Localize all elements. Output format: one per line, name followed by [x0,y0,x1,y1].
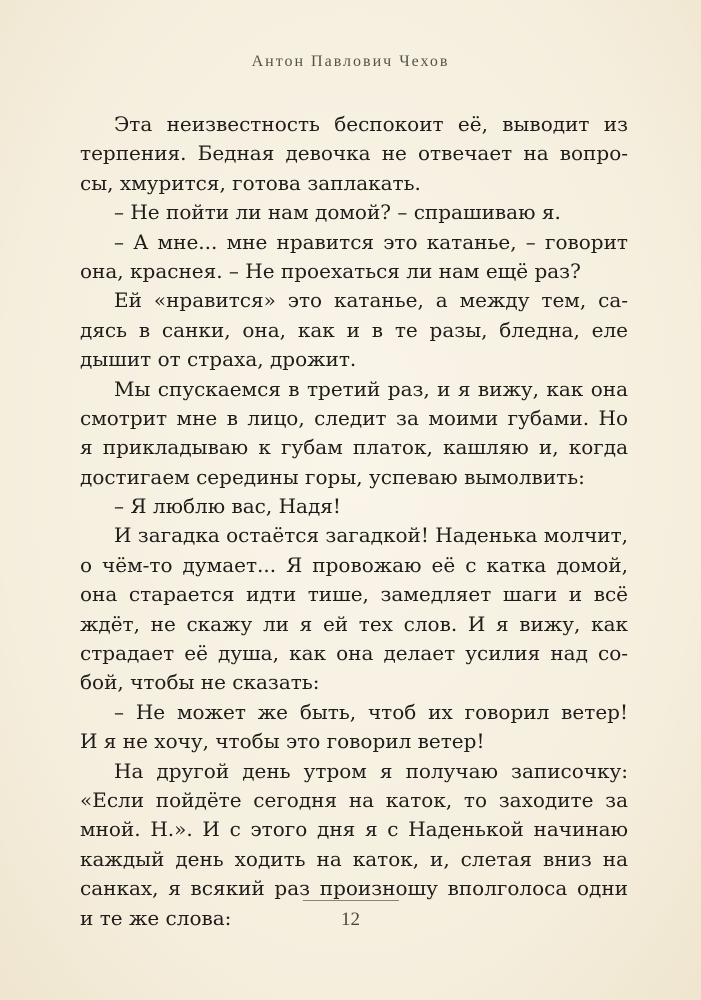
page-number: 12 [341,909,360,930]
text-line: – Я люблю вас, Надя! [114,494,341,519]
text-line: дышит от страха, дрожит. [80,347,357,372]
text-line: смотрит мне в лицо, следит за моими губами. Но [80,405,628,430]
text-line: ждёт, не скажу ли я ей тех слов. И я вижу, как [80,611,628,636]
text-line: – Не может же быть, чтоб их говорил ветер! [114,699,628,724]
text-line: Мы спускаемся в третий раз, и я вижу, как она [114,376,628,401]
text-line: достигаем середины горы, успеваю вымолвить: [80,464,585,489]
text-line: – А мне... мне нравится это катанье, – говорит [114,229,628,254]
footer-rule [303,900,399,901]
text-line: страдает её душа, как она делает усилия над со- [80,641,628,666]
text-line: «Если пойдёте сегодня на каток, то заходите за [80,787,628,812]
text-line: она старается идти тише, замедляет шаги и всё [80,582,628,607]
text-line: и те же слова: [80,905,232,930]
text-line: Ей «нравится» это катанье, а между тем, са- [114,288,628,313]
text-line: И загадка остаётся загадкой! Наденька молчит, [114,523,629,548]
text-line: мной. Н.». И с этого дня я с Наденькой начинаю [80,817,628,842]
text-line: сы, хмурится, готова заплакать. [80,170,421,195]
text-line: я прикладываю к губам платок, кашляю и, когда [80,435,628,460]
text-line: о чём-то думает... Я провожаю её с катка домой, [80,552,628,577]
text-line: терпения. Бедная девочка не отвечает на вопро- [80,141,628,166]
body-text [80,110,628,933]
text-line: санках, я всякий раз произношу вполголоса одни [80,876,628,901]
text-line: На другой день утром я получаю записочку: [114,758,628,783]
text-line: – Не пойти ли нам домой? – спрашиваю я. [114,200,561,225]
text-line: каждый день ходить на каток, и, слетая вниз на [80,846,628,871]
running-header: Антон Павлович Чехов [251,53,450,70]
text-line: дясь в санки, она, как и в те разы, бледна, еле [80,317,628,342]
text-line: Эта неизвестность беспокоит её, выводит из [114,112,628,136]
text-line: И я не хочу, чтобы это говорил ветер! [80,729,485,754]
text-line: бой, чтобы не сказать: [80,670,320,695]
text-line: она, краснея. – Не проехаться ли нам ещё раз? [80,258,581,283]
